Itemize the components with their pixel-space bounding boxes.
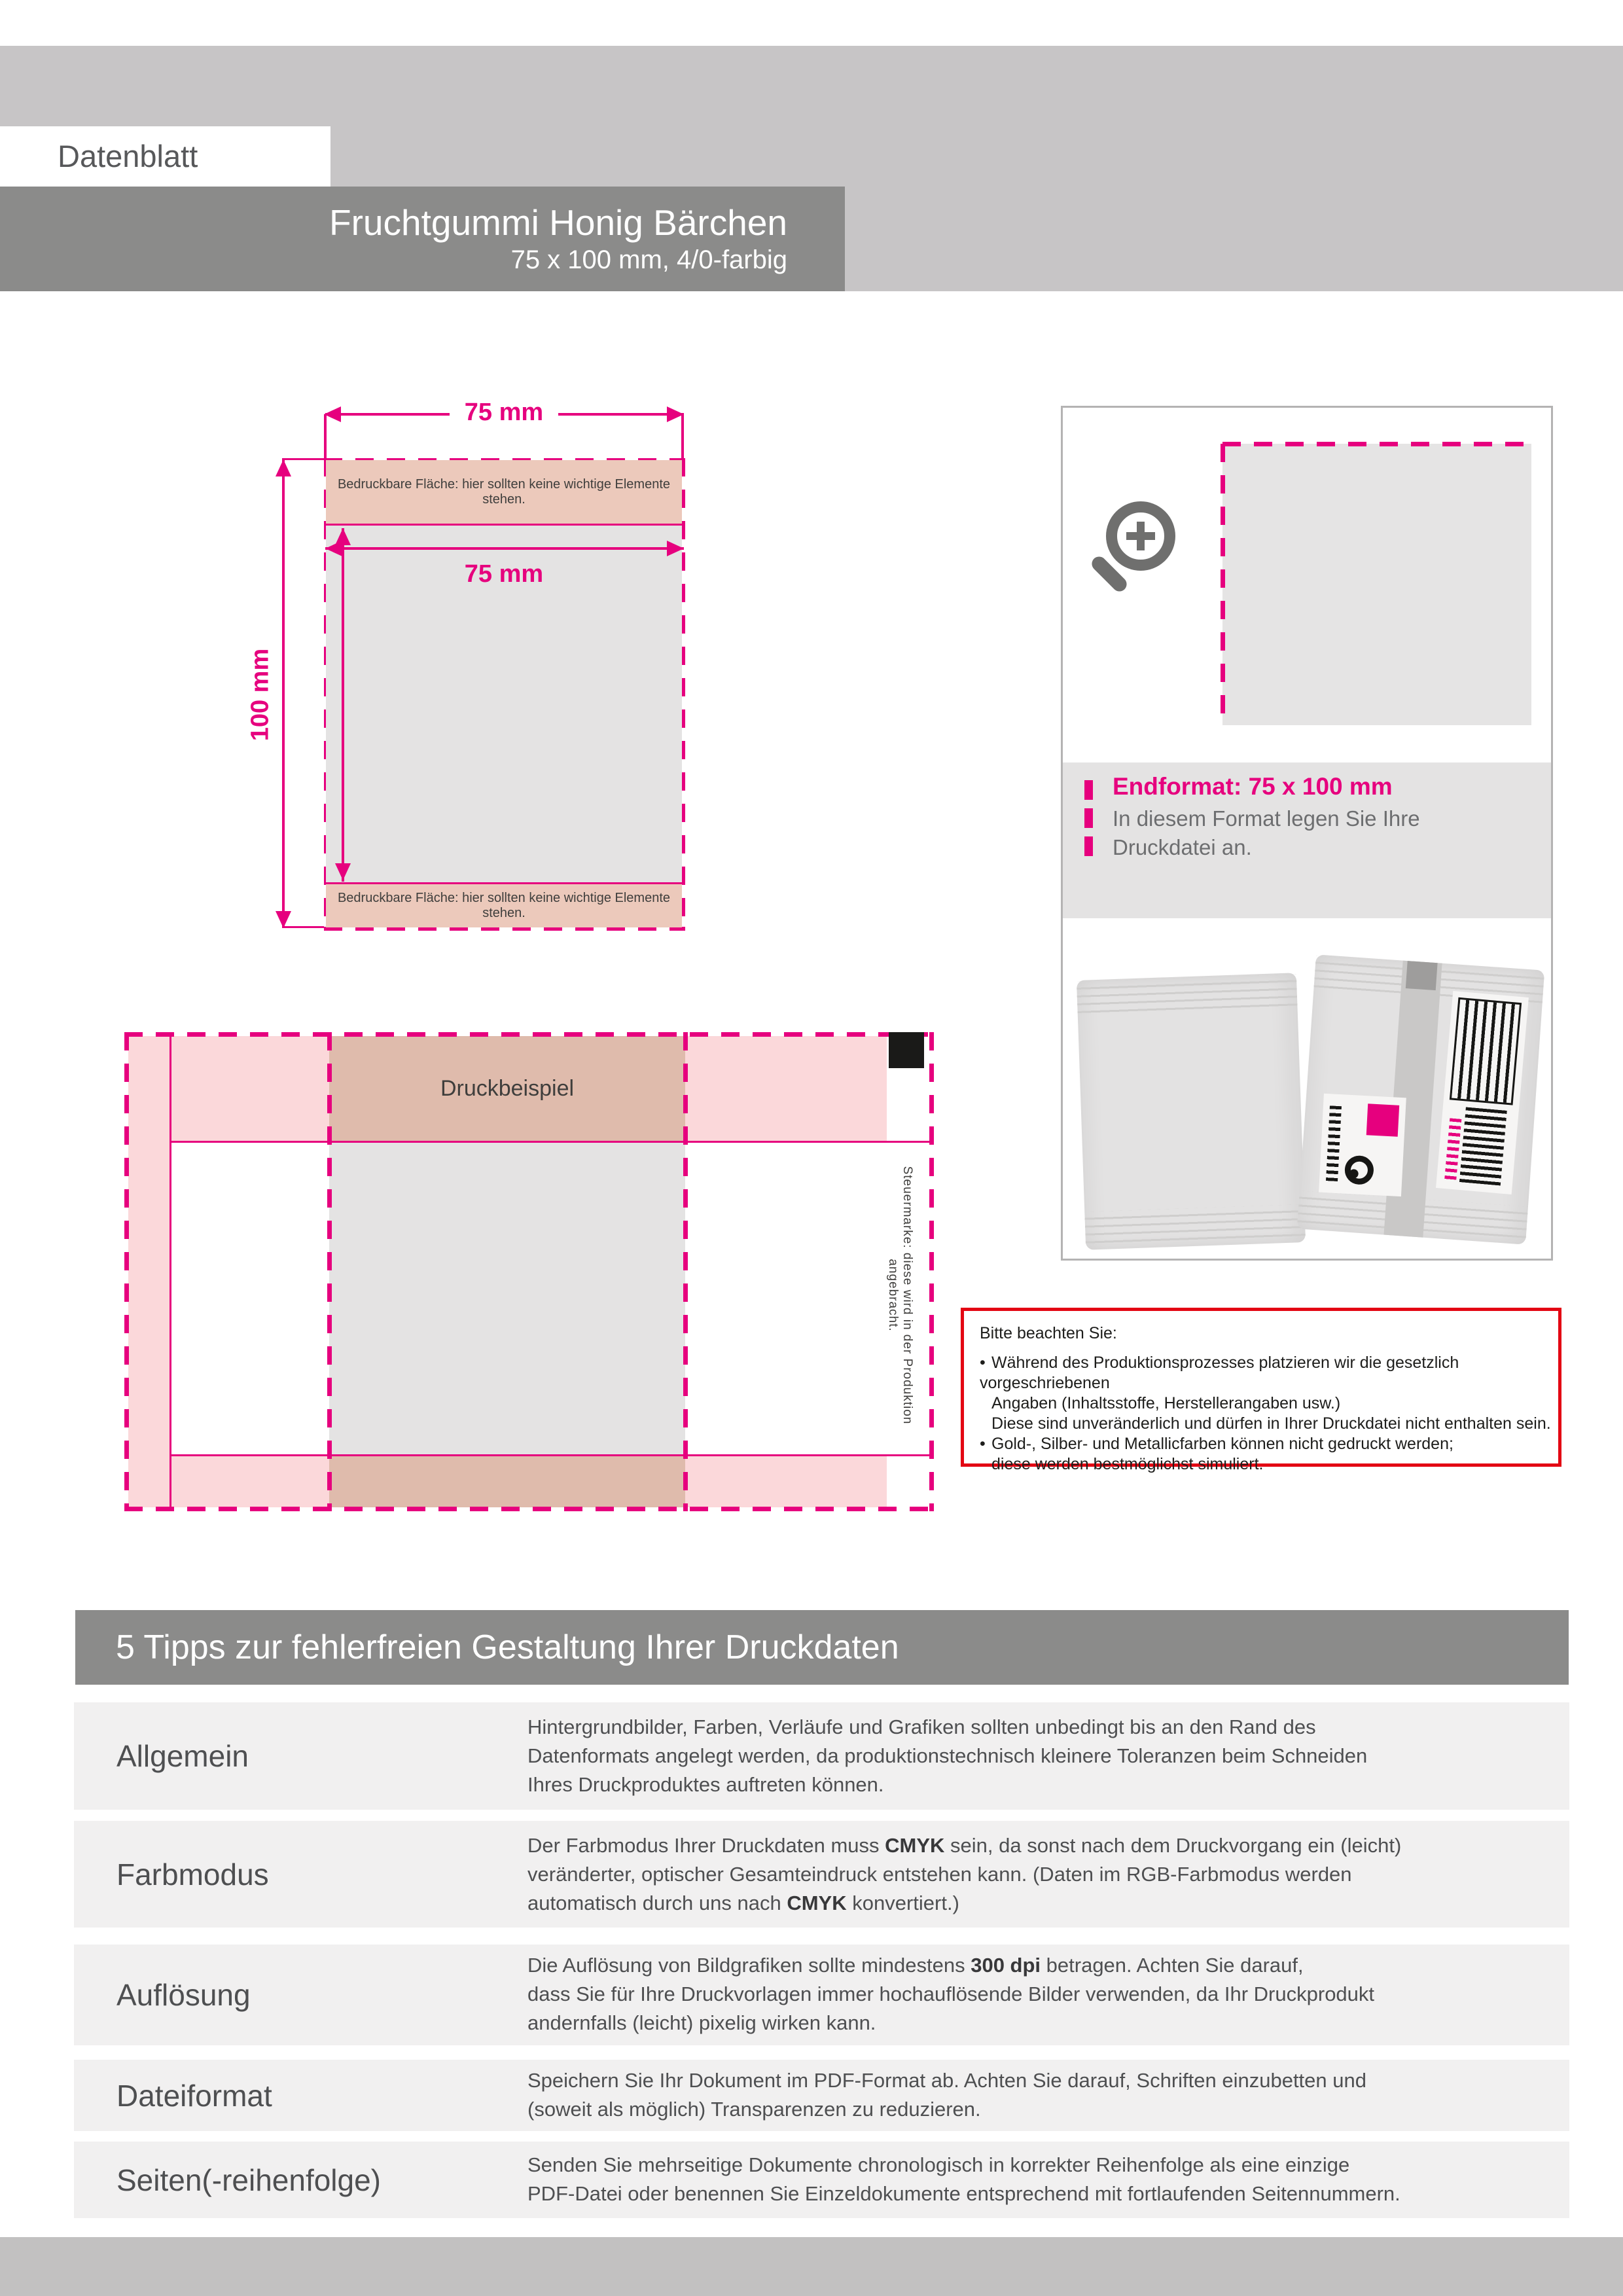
endformat-dash-mark <box>1084 808 1093 828</box>
tip-text: Senden Sie mehrseitige Dokumente chronologisch in korrekter Reihenfolge als eine einzige PDF-Datei oder benennen Sie Einzeldokumente entsprechend mit fortlaufenden Seitennummern. <box>527 2153 1400 2205</box>
steuermarke-caption: Steuermarke: diese wird in der Produktion angebracht. <box>886 1166 914 1425</box>
tips-header: 5 Tipps zur fehlerfreien Gestaltung Ihrer Druckdaten <box>75 1610 1569 1685</box>
print-face-area <box>329 1143 685 1454</box>
tip-label: Dateiformat <box>116 2078 272 2113</box>
dim-width-line-left <box>325 413 450 416</box>
endformat-line2: Druckdatei an. <box>1113 835 1252 859</box>
notice-lines <box>980 1353 1558 1475</box>
bag-crimp-lines <box>1077 974 1298 1018</box>
fold-line-top <box>169 1141 929 1143</box>
dim-height-connector-top <box>282 458 324 460</box>
notice-title: Bitte beachten Sie: <box>980 1324 1117 1342</box>
address-label <box>1319 1094 1406 1197</box>
tip-label: Seiten(-reihenfolge) <box>116 2162 382 2197</box>
dim-height-connector-bottom <box>282 926 324 928</box>
ingredients-text <box>1459 1107 1507 1186</box>
footer-bar <box>0 2237 1623 2296</box>
tip-row-aufloesung <box>74 1945 1569 2045</box>
non-print-strip-bottom <box>326 884 682 927</box>
product-format: 75 x 100 mm, 4/0-farbig <box>510 245 787 274</box>
dim-width-line-right <box>558 413 684 416</box>
notice-box <box>961 1308 1561 1473</box>
arrowhead-up-icon <box>276 459 291 476</box>
non-print-strip-top <box>326 460 682 524</box>
tip-row-allgemein <box>74 1702 1569 1810</box>
print-band-top <box>329 1036 685 1141</box>
nutrition-label <box>1436 991 1528 1194</box>
strip-top-boundary-line <box>324 524 685 526</box>
endformat-line1: In diesem Format legen Sie Ihre <box>1113 806 1420 831</box>
dim-total-width-label: 75 mm <box>464 399 544 426</box>
steuermarke-mark <box>889 1032 924 1068</box>
notice-line: • Gold-, Silber- und Metallicfarben können nicht gedruckt werden; <box>980 1435 1454 1453</box>
endformat-dashed-left <box>1221 444 1225 725</box>
notice-line: • Während des Produktionsprozesses platzieren wir die gesetzlich vorgeschriebenen <box>980 1354 1459 1392</box>
nutrition-table <box>1450 997 1522 1105</box>
endformat-dashed-top <box>1222 442 1537 446</box>
arrowhead-down-icon <box>335 863 351 880</box>
example-dashed-left <box>124 1032 129 1511</box>
tip-label: Farbmodus <box>116 1857 269 1892</box>
example-dashed-right <box>929 1032 934 1511</box>
non-print-strip-top-label: Bedruckbare Fläche: hier sollten keine wichtige Elemente stehen. <box>337 476 671 507</box>
tip-row-dateiformat <box>74 2060 1569 2131</box>
bag-seam-notch <box>1406 961 1437 990</box>
tip-row-farbmodus <box>74 1821 1569 1928</box>
strip-bottom-boundary-line <box>324 882 685 884</box>
label-text <box>1326 1105 1342 1181</box>
dim-height-line <box>282 459 285 928</box>
bag-back <box>1297 954 1544 1244</box>
notice-line: diese werden bestmöglichst simuliert. <box>991 1455 1264 1473</box>
ingredients-text-magenta <box>1444 1118 1462 1182</box>
page-title: Datenblatt <box>58 139 198 173</box>
print-band-bottom <box>329 1456 685 1507</box>
endformat-dash-mark <box>1084 780 1093 800</box>
notice-line: Angaben (Inhaltsstoffe, Herstellerangaben usw.) <box>991 1394 1341 1412</box>
endformat-square <box>1222 444 1531 725</box>
brand-block-magenta <box>1366 1103 1399 1137</box>
product-name: Fruchtgummi Honig Bärchen <box>329 202 787 243</box>
dim-width-hook-left <box>324 414 327 458</box>
endformat-dash-mark <box>1084 836 1093 856</box>
dim-inner-width-line <box>325 547 684 550</box>
product-title-bar <box>0 187 845 291</box>
fold-line-bottom <box>169 1454 929 1456</box>
druckbeispiel-title: Druckbeispiel <box>440 1075 575 1101</box>
tip-label: Allgemein <box>116 1739 249 1773</box>
dim-inner-height-line <box>342 528 344 882</box>
arrowhead-up-icon <box>335 528 351 545</box>
bag-front <box>1077 973 1306 1249</box>
endformat-title: Endformat: 75 x 100 mm <box>1113 773 1393 800</box>
example-dashed-bottom <box>124 1507 933 1511</box>
print-column-dashed-right <box>683 1032 688 1511</box>
tip-text: Der Farbmodus Ihrer Druckdaten muss CMYK sein, da sonst nach dem Druckvorgang ein (leicht) veränderter, optischer Gesamteindruck entstehen kann. (Daten im RGB-Farbmodus werden automatisch durch uns nach CMYK konvertiert.) <box>527 1834 1402 1914</box>
tip-label: Auflösung <box>116 1978 251 2012</box>
non-print-strip-bottom-label: Bedruckbare Fläche: hier sollten keine wichtige Elemente stehen. <box>337 891 671 920</box>
recycling-icon <box>1344 1155 1374 1185</box>
tip-row-seitenreihenfolge <box>74 2142 1569 2218</box>
dim-print-width-label: 75 mm <box>464 560 544 588</box>
tip-text: Die Auflösung von Bildgrafiken sollte mindestens 300 dpi betragen. Achten Sie darauf, dass Sie für Ihre Druckvorlagen immer hochauflösende Bilder verwenden, da Ihr Druckprodukt andernfalls (leicht) pixelig wirken kann. <box>527 1954 1375 2034</box>
magnifier-plus-v <box>1137 522 1145 550</box>
arrowhead-right-icon <box>667 541 684 556</box>
print-column-dashed-left <box>327 1032 332 1511</box>
dim-width-hook-right <box>681 414 684 458</box>
tip-text: Speichern Sie Ihr Dokument im PDF-Format ab. Achten Sie darauf, Schriften einzubetten und (soweit als möglich) Transparenzen zu reduzieren. <box>527 2069 1366 2121</box>
notice-line: Diese sind unveränderlich und dürfen in Ihrer Druckdatei nicht enthalten sein. <box>991 1414 1551 1433</box>
bleed-band-left <box>128 1036 169 1507</box>
example-dashed-top <box>124 1032 933 1037</box>
tip-text: Hintergrundbilder, Farben, Verläufe und Grafiken sollten unbedingt bis an den Rand des Datenformats angelegt werden, da produktionstechnisch kleinere Toleranzen beim Schneiden Ihres Druckproduktes auftreten können. <box>527 1715 1368 1796</box>
datenblatt-box <box>0 126 330 187</box>
fold-line-left <box>169 1032 171 1511</box>
dim-total-height-label: 100 mm <box>246 648 274 742</box>
